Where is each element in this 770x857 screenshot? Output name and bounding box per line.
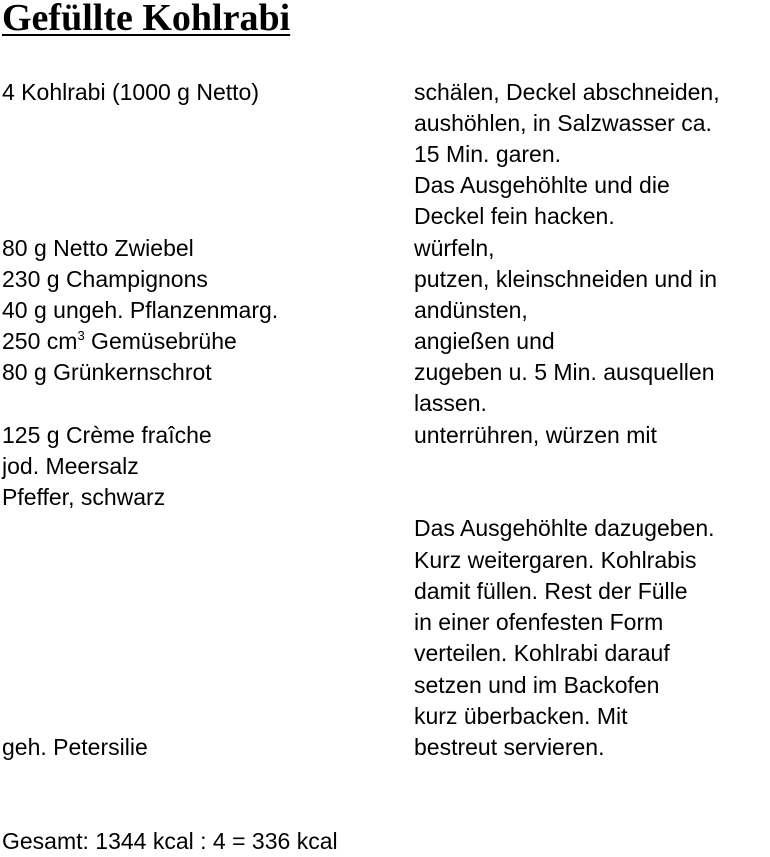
ingredient-pfeffer: Pfeffer, schwarz — [2, 484, 166, 510]
step-line: kurz überbacken. Mit — [414, 703, 628, 729]
ingredient-meersalz: jod. Meersalz — [2, 453, 139, 479]
ingredient-zwiebel: 80 g Netto Zwiebel — [2, 235, 194, 261]
ingredient-margarine: 40 g ungeh. Pflanzenmarg. — [2, 297, 279, 323]
ingredient-gruenkernschrot: 80 g Grünkernschrot — [2, 359, 212, 385]
step-line: setzen und im Backofen — [414, 672, 660, 698]
step-line: angießen und — [414, 328, 555, 354]
calorie-total: Gesamt: 1344 kcal : 4 = 336 kcal — [2, 828, 338, 854]
ingredient-gemuesebruehe — [2, 326, 237, 357]
ingredient-petersilie: geh. Petersilie — [2, 734, 148, 760]
step-line: würfeln, — [414, 235, 495, 261]
step-line: verteilen. Kohlrabi darauf — [414, 640, 670, 666]
step-line: Das Ausgehöhlte und die — [414, 172, 670, 198]
step-line: in einer ofenfesten Form — [414, 609, 664, 635]
step-line: unterrühren, würzen mit — [414, 422, 657, 448]
step-line: andünsten, — [414, 297, 528, 323]
step-line: lassen. — [414, 390, 487, 416]
step-line: Das Ausgehöhlte dazugeben. — [414, 515, 715, 541]
step-line: damit füllen. Rest der Fülle — [414, 578, 688, 604]
bruehe-amount: 250 cm — [2, 328, 78, 354]
ingredient-creme-fraiche: 125 g Crème fraîche — [2, 422, 212, 448]
bruehe-name: Gemüsebrühe — [84, 328, 237, 354]
step-line: 15 Min. garen. — [414, 141, 562, 167]
step-line: Deckel fein hacken. — [414, 203, 615, 229]
step-line: bestreut servieren. — [414, 734, 605, 760]
step-line: putzen, kleinschneiden und in — [414, 266, 718, 292]
recipe-title: Gefüllte Kohlrabi — [2, 0, 291, 39]
step-line: zugeben u. 5 Min. ausquellen — [414, 359, 715, 385]
step-line: schälen, Deckel abschneiden, — [414, 79, 720, 105]
bruehe-unit-exponent: 3 — [77, 328, 85, 343]
ingredient-champignons: 230 g Champignons — [2, 266, 208, 292]
step-line: aushöhlen, in Salzwasser ca. — [414, 110, 712, 136]
step-line: Kurz weitergaren. Kohlrabis — [414, 547, 697, 573]
ingredient-kohlrabi: 4 Kohlrabi (1000 g Netto) — [2, 79, 259, 105]
